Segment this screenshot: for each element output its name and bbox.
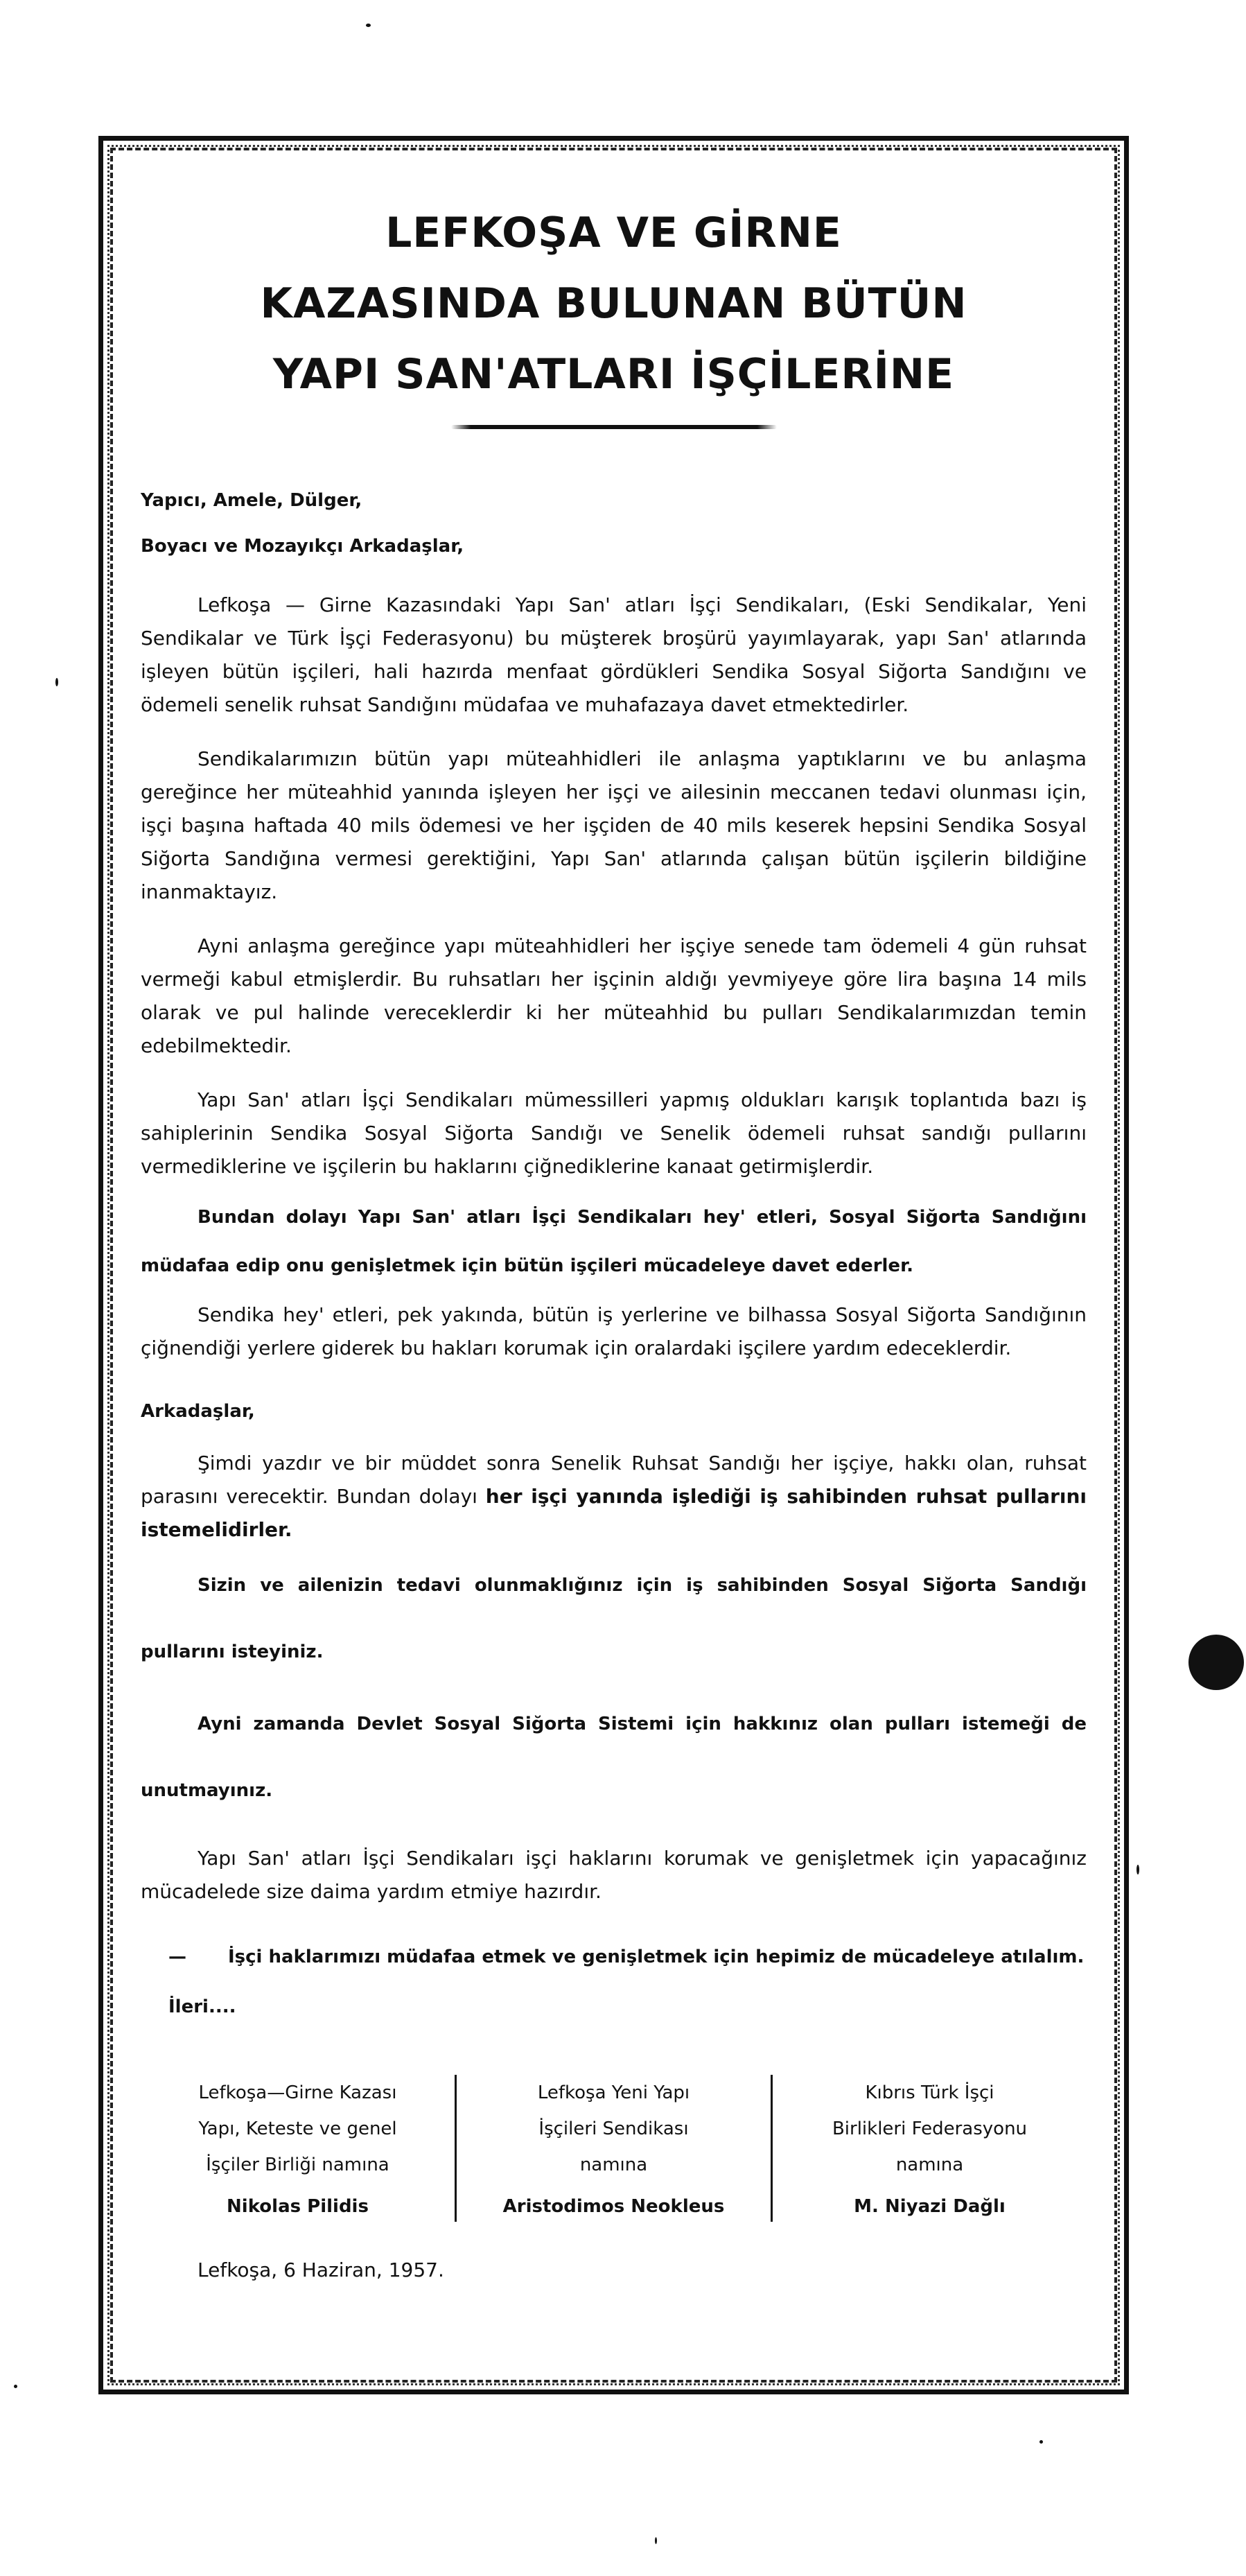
salutation-line-2: Boyacı ve Mozayıkçı Arkadaşlar, bbox=[141, 536, 464, 557]
document-date: Lefkoşa, 6 Haziran, 1957. bbox=[198, 2259, 444, 2281]
closing-slogan bbox=[141, 1932, 1087, 2032]
ink-speck bbox=[55, 678, 58, 686]
paragraph-support: Yapı San' atları İşçi Sendikaları işçi haklarını korumak ve genişletmek için yapacağınız mücadelede size daima yardım etmiye hazırdır. bbox=[141, 1847, 1087, 1903]
title-line-3: YAPI SAN'ATLARI İŞÇİLERİNE bbox=[272, 350, 955, 399]
signature-block bbox=[141, 2075, 1087, 2222]
document-border bbox=[98, 136, 1129, 2394]
ink-speck bbox=[14, 2385, 17, 2388]
ink-blot bbox=[1188, 1635, 1244, 1690]
title-divider bbox=[451, 425, 777, 429]
signatory-name: Nikolas Pilidis bbox=[227, 2196, 369, 2217]
signature-org-line: İşçileri Sendikası bbox=[538, 2118, 689, 2139]
paragraph-state-insurance: Ayni zamanda Devlet Sosyal Siğorta Sistemi için hakkınız olan pulları istemeği de unutmayınız. bbox=[141, 1714, 1087, 1801]
signature-org-line: Lefkoşa—Girne Kazası bbox=[198, 2082, 397, 2103]
signature-org-line: namına bbox=[895, 2155, 964, 2175]
heading-comrades: Arkadaşlar, bbox=[141, 1401, 255, 1422]
paragraph-agreement: Sendikalarımızın bütün yapı müteahhidleri ile anlaşma yaptıklarını ve bu anlaşma gereğince her müteahhid yanında işleyen her işçi ve ailesinin meccanen tedavi olunması için, işçi başına haftada 40 mils ödemesi ve her işçiden de 40 mils keserek hepsini Sendika Sosyal Siğorta Sandığına vermesi gerektiğini, Yapı San' atlarında çalışan bütün işçilerin bildiğine inanmaktayız. bbox=[141, 747, 1087, 903]
signatory-name: Aristodimos Neokleus bbox=[502, 2196, 725, 2217]
salutation-line-1: Yapıcı, Amele, Dülger, bbox=[141, 490, 362, 511]
paragraph-leave-fund-text: Şimdi yazdır ve bir müddet sonra Senelik Ruhsat Sandığı her işçiye, hakkı olan, ruhsat parasını verecektir. Bundan dolayı bbox=[141, 1452, 1087, 1508]
signature-org-line: İşçiler Birliği namına bbox=[206, 2155, 389, 2175]
title-line-2: KAZASINDA BULUNAN BÜTÜN bbox=[260, 279, 967, 328]
signature-column bbox=[771, 2075, 1087, 2222]
paragraph-committees: Sendika hey' etleri, pek yakında, bütün iş yerlerine ve bilhassa Sosyal Siğorta Sandığının çiğnendiği yerlere giderek bu hakları korumak için oralardaki işçilere yardım edeceklerdir. bbox=[141, 1303, 1087, 1359]
salutation bbox=[141, 478, 1087, 569]
ink-speck bbox=[655, 2537, 657, 2544]
paragraph-intro: Lefkoşa — Girne Kazasındaki Yapı San' atları İşçi Sendikaları, (Eski Sendikalar, Yeni Sendikalar ve Türk İşçi Federasyonu) bu müşterek broşürü yayımlayarak, yapı San' atlarında işleyen bütün işçileri, hali hazırda menfaat gördükleri Sendika Sosyal Siğorta Sandığını ve ödemeli senelik ruhsat Sandığını müdafaa ve muhafazaya davet etmektedirler. bbox=[141, 593, 1087, 716]
title-line-1: LEFKOŞA VE GİRNE bbox=[385, 209, 842, 257]
paragraph-leave-fund bbox=[141, 1447, 1087, 1547]
signature-org-line: Kıbrıs Türk İşçi bbox=[865, 2082, 994, 2103]
paragraph-call-to-action: Bundan dolayı Yapı San' atları İşçi Sendikaları hey' etleri, Sosyal Siğorta Sandığını müdafaa edip onu genişletmek için bütün işçileri mücadeleye davet ederler. bbox=[141, 1207, 1087, 1276]
signature-column bbox=[455, 2075, 771, 2222]
ink-speck bbox=[1039, 2440, 1043, 2444]
signature-org-line: Lefkoşa Yeni Yapı bbox=[537, 2082, 690, 2103]
signature-org-line: namına bbox=[579, 2155, 648, 2175]
paragraph-leave: Ayni anlaşma gereğince yapı müteahhidleri her işçiye senede tam ödemeli 4 gün ruhsat vermeği kabul etmişlerdir. Bu ruhsatları her işçinin aldığı yevmiyeye göre lira başına 14 mils olarak ve pul halinde vereceklerdir ki her müteahhid bu pulları Sendikalarımızdan temin edebilmektedir. bbox=[141, 934, 1087, 1057]
signatory-name: M. Niyazi Dağlı bbox=[854, 2196, 1006, 2217]
document-title bbox=[141, 198, 1087, 410]
paragraph-insurance-stamps: Sizin ve ailenizin tedavi olunmaklığınız için iş sahibinden Sosyal Siğorta Sandığı pullarını isteyiniz. bbox=[141, 1575, 1087, 1662]
document-body bbox=[141, 182, 1087, 2362]
signature-column bbox=[141, 2075, 455, 2222]
paragraph-meeting: Yapı San' atları İşçi Sendikaları mümessilleri yapmış oldukları karışık toplantıda bazı iş sahiplerinin Sendika Sosyal Siğorta Sandığı ve Senelik ödemeli ruhsat sandığı pullarını vermediklerine ve işçilerin bu haklarını çiğnediklerine kanaat getirmişlerdir. bbox=[141, 1088, 1087, 1178]
signature-org-line: Birlikleri Federasyonu bbox=[832, 2118, 1028, 2139]
closing-dash: — bbox=[168, 1947, 186, 1967]
ink-speck bbox=[366, 24, 371, 27]
signature-org-line: Yapı, Keteste ve genel bbox=[198, 2118, 397, 2139]
paragraph-leave-fund-emphasis: her işçi yanında işlediği iş sahibinden ruhsat pullarını istemelidirler. bbox=[141, 1485, 1087, 1541]
ink-speck bbox=[1137, 1865, 1139, 1874]
closing-text: İşçi haklarımızı müdafaa etmek ve genişletmek için hepimiz de mücadeleye atılalım. İleri.... bbox=[168, 1947, 1085, 2017]
